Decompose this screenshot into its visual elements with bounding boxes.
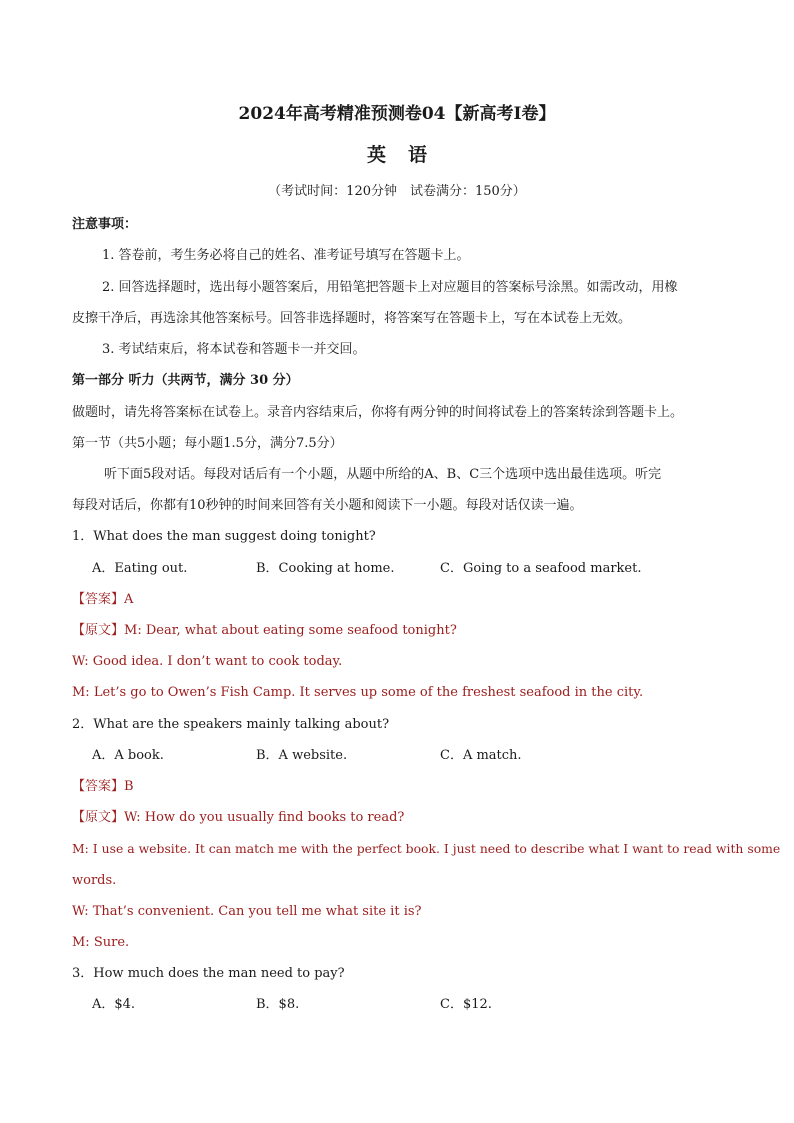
question-2-transcript-line-5: M: Sure. bbox=[72, 935, 130, 950]
transcript-label: 【原文】 bbox=[72, 623, 125, 638]
question-3-stem: 3．How much does the man need to pay? bbox=[72, 966, 345, 981]
notice-item-2-line-1: 2. 回答选择题时，选出每小题答案后，用铅笔把答题卡上对应题目的答案标号涂黑。如需改动，用橡 bbox=[102, 280, 678, 295]
answer-value: A bbox=[124, 592, 134, 607]
notice-item-2-line-2: 皮擦干净后，再选涂其他答案标号。回答非选择题时，将答案写在答题卡上，写在本试卷上无效。 bbox=[72, 311, 632, 326]
exam-info: （考试时间：120分钟 试卷满分：150分） bbox=[268, 184, 526, 199]
part1-heading: 第一部分 听力（共两节，满分 30 分） bbox=[72, 373, 299, 388]
directions-line-2: 每段对话后，你都有10秒钟的时间来回答有关小题和阅读下一小题。每段对话仅读一遍。 bbox=[72, 498, 583, 513]
question-2-answer bbox=[72, 778, 134, 796]
question-2-transcript-line-1 bbox=[72, 809, 404, 827]
subject-heading: 英语 bbox=[366, 144, 449, 166]
question-2-stem: 2．What are the speakers mainly talking about? bbox=[72, 717, 390, 732]
part1-instruction: 做题时，请先将答案标在试卷上。录音内容结束后，你将有两分钟的时间将试卷上的答案转涂到答题卡上。 bbox=[72, 405, 684, 420]
transcript-label: 【原文】 bbox=[72, 810, 125, 825]
question-3-option-c: C．$12. bbox=[440, 997, 492, 1012]
directions-line-1: 听下面5段对话。每段对话后有一个小题，从题中所给的A、B、C三个选项中选出最佳选项。听完 bbox=[104, 467, 662, 482]
question-1-answer bbox=[72, 591, 133, 609]
transcript-text: M: Dear, what about eating some seafood tonight? bbox=[124, 623, 457, 638]
answer-value: B bbox=[124, 779, 134, 794]
question-1-transcript-line-2: W: Good idea. I don’t want to cook today. bbox=[72, 654, 343, 669]
notice-item-1: 1. 答卷前，考生务必将自己的姓名、准考证号填写在答题卡上。 bbox=[102, 248, 470, 263]
question-2-option-c: C．A match. bbox=[440, 748, 522, 763]
question-3-option-a: A．$4. bbox=[92, 997, 136, 1012]
section1-heading: 第一节（共5小题；每小题1.5分，满分7.5分） bbox=[72, 436, 343, 451]
question-1-transcript-line-3: M: Let’s go to Owen’s Fish Camp. It serves up some of the freshest seafood in the city. bbox=[72, 685, 644, 700]
question-1-transcript-line-1 bbox=[72, 622, 457, 640]
question-3-option-b: B．$8. bbox=[256, 997, 300, 1012]
notice-heading: 注意事项： bbox=[72, 217, 138, 232]
question-2-transcript-line-4: W: That’s convenient. Can you tell me what site it is? bbox=[72, 904, 422, 919]
question-2-option-b: B．A website. bbox=[256, 748, 348, 763]
transcript-text: W: How do you usually find books to read? bbox=[124, 810, 405, 825]
exam-title: 2024年高考精准预测卷04【新高考I卷】 bbox=[238, 104, 556, 124]
question-2-transcript-line-2: M: I use a website. It can match me with the perfect book. I just need to describe what I want to read with some bbox=[72, 841, 781, 856]
answer-label: 【答案】 bbox=[72, 779, 125, 794]
notice-item-3: 3. 考试结束后，将本试卷和答题卡一并交回。 bbox=[102, 342, 366, 357]
answer-label: 【答案】 bbox=[72, 592, 125, 607]
question-1-option-b: B．Cooking at home. bbox=[256, 561, 395, 576]
question-1-stem: 1．What does the man suggest doing tonight? bbox=[72, 529, 376, 544]
question-2-transcript-line-3: words. bbox=[72, 873, 117, 888]
question-1-option-c: C．Going to a seafood market. bbox=[440, 561, 642, 576]
question-1-option-a: A．Eating out. bbox=[92, 561, 188, 576]
question-2-option-a: A．A book. bbox=[92, 748, 164, 763]
